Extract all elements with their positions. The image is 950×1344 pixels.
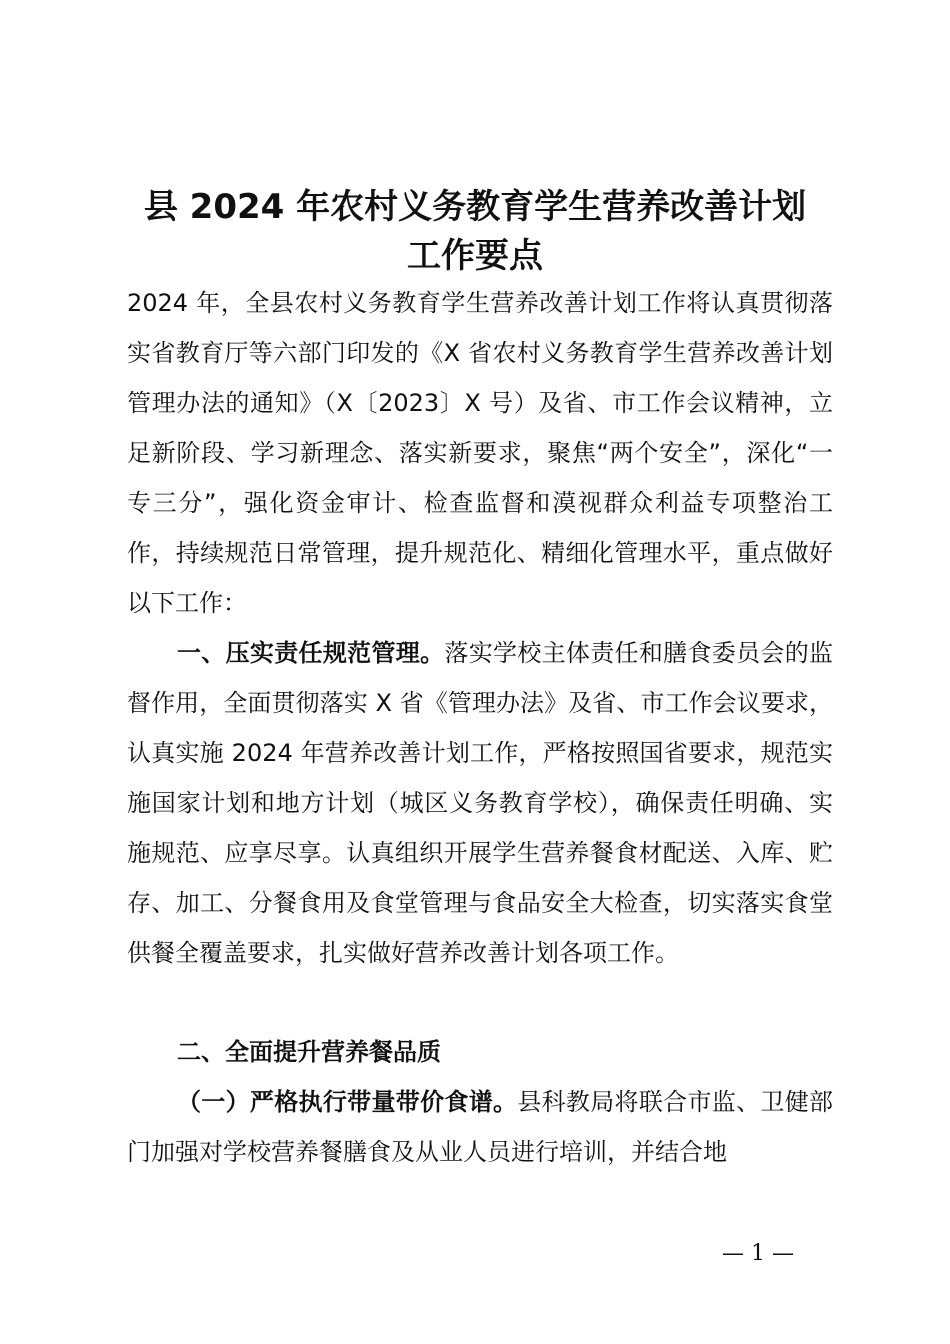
intro-paragraph: 2024 年，全县农村义务教育学生营养改善计划工作将认真贯彻落实省教育厅等六部门印发的《X 省农村义务教育学生营养改善计划管理办法的通知》（X〔2023〕X 号）及省、市工作会议精神，立足新阶段、学习新理念、落实新要求，聚焦“两个安全”，深化“一专三分”，强化资金审计、检查监督和漠视群众利益专项整治工作，持续规范日常管理，提升规范化、精细化管理水平，重点做好以下工作： [127, 289, 833, 617]
subsection-1-heading: （一）严格执行带量带价食谱。 [177, 1088, 518, 1116]
section-1-paragraph [127, 628, 833, 978]
section-2-heading: 二、全面提升营养餐品质 [177, 1038, 441, 1066]
section-1-body: 落实学校主体责任和膳食委员会的监督作用，全面贯彻落实 X 省《管理办法》及省、市工作会议要求，认真实施 2024 年营养改善计划工作，严格按照国省要求，规范实施国家计划和地方计划（城区义务教育学校），确保责任明确、实施规范、应享尽享。认真组织开展学生营养餐食材配送、入库、贮存、加工、分餐食用及食堂管理与食品安全大检查，切实落实食堂供餐全覆盖要求，扎实做好营养改善计划各项工作。 [127, 639, 834, 967]
subsection-1-body: 县科教局将联合市监、卫健部门加强对学校营养餐膳食及从业人员进行培训，并结合地 [127, 1088, 834, 1166]
section-1-heading: 一、压实责任规范管理。 [177, 639, 445, 667]
document-title-line-2: 工作要点 [407, 236, 543, 276]
document-title-line-1: 县 2024 年农村义务教育学生营养改善计划 [143, 187, 807, 227]
page-number: — 1 — [722, 1241, 794, 1266]
subsection-1-paragraph [127, 1077, 833, 1177]
